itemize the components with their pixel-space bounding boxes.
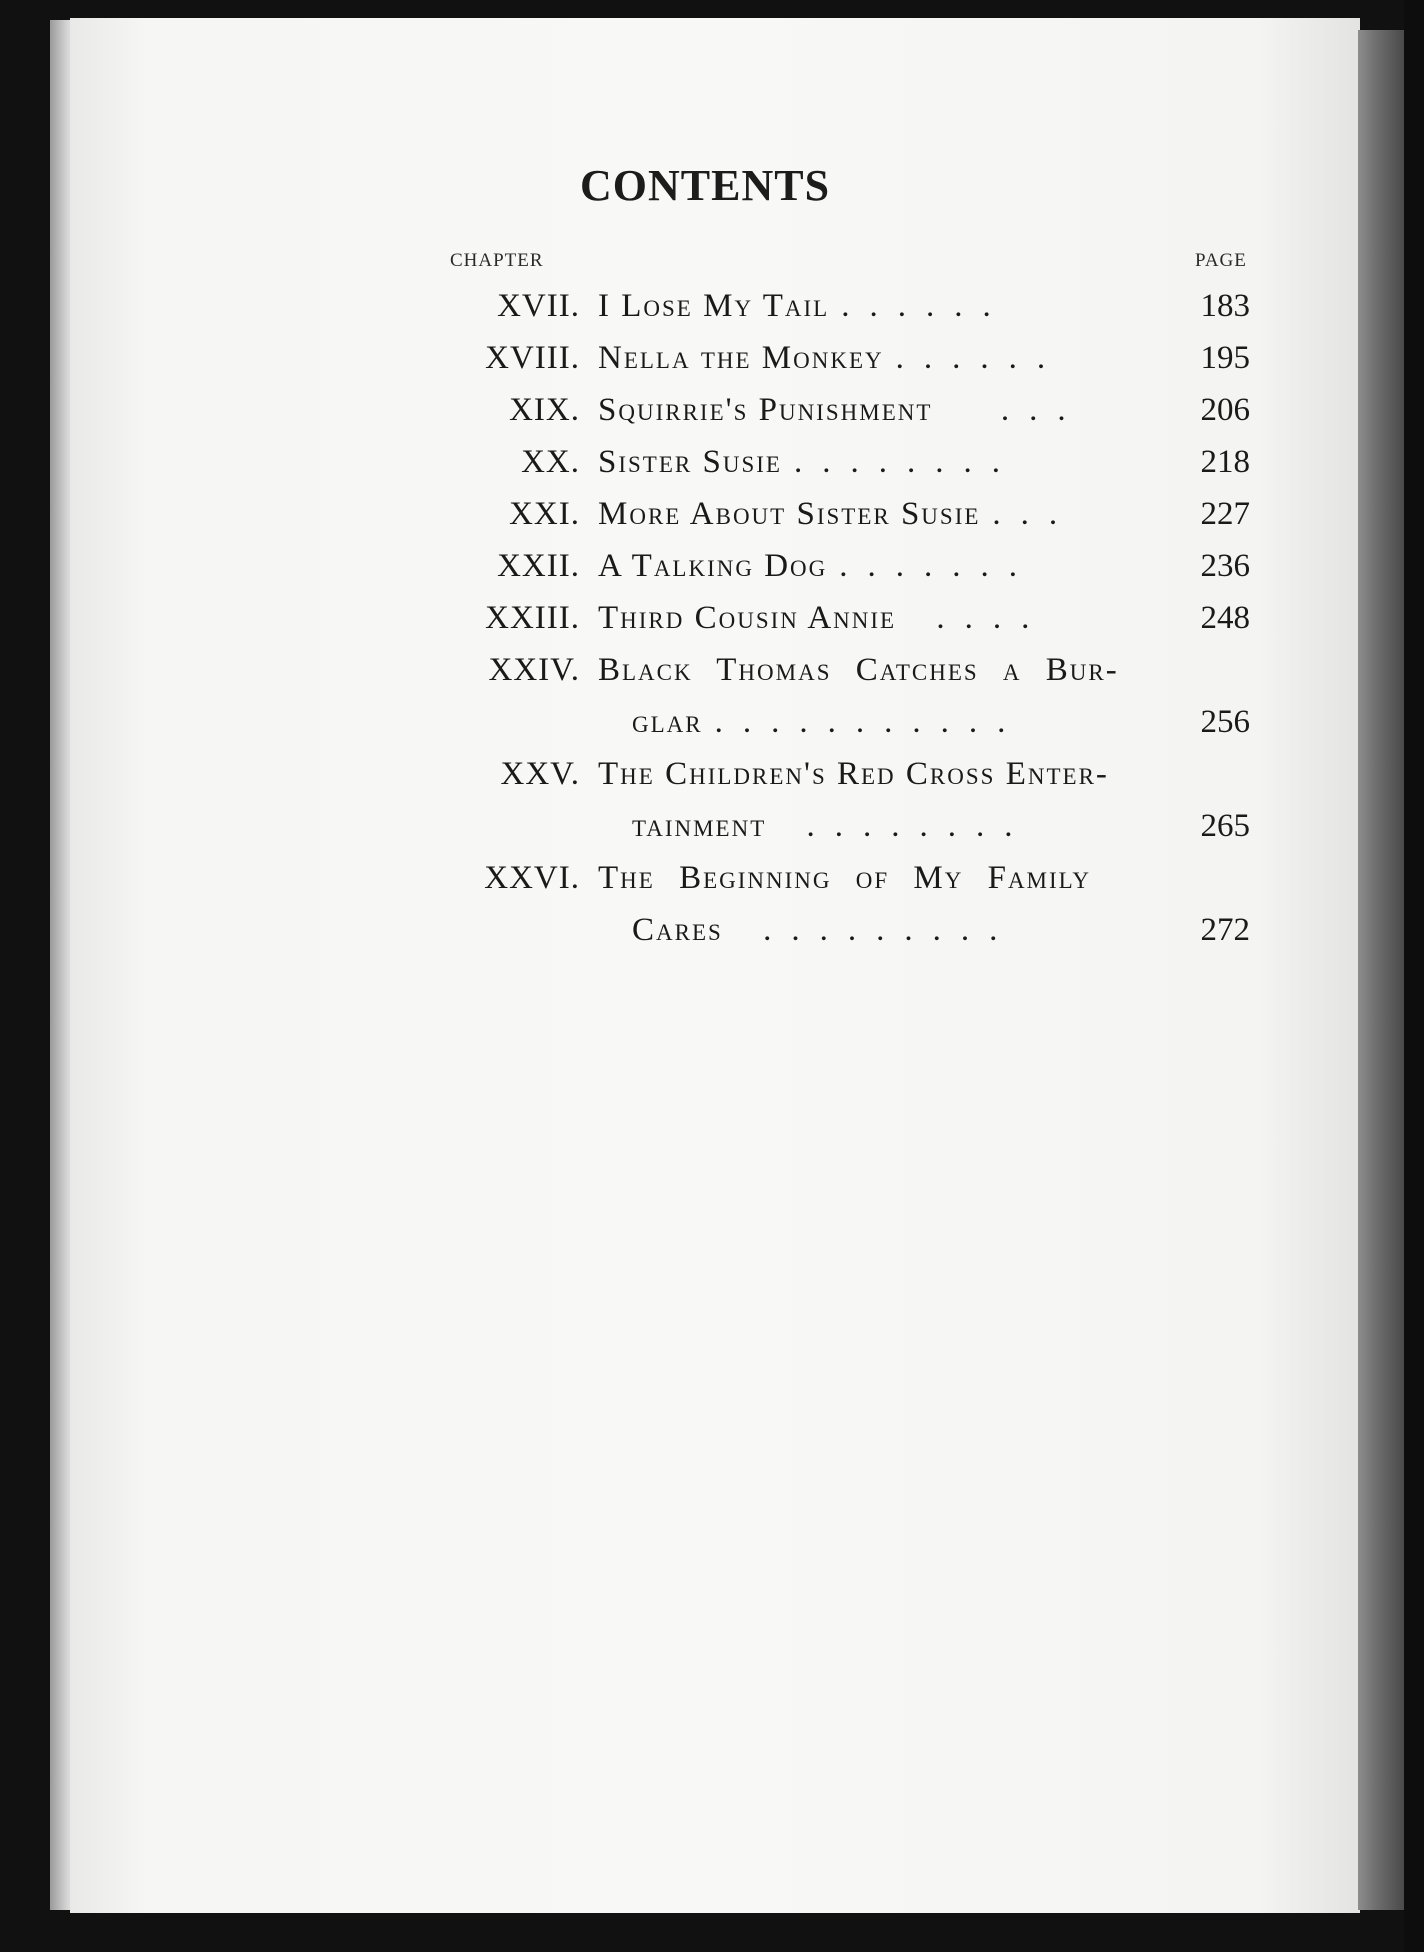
chapter-number: XX. (521, 444, 580, 480)
toc-entry (440, 280, 1270, 332)
page-number: 265 (1200, 808, 1250, 844)
toc-entry (440, 332, 1270, 384)
page-number: 206 (1200, 392, 1250, 428)
chapter-title: Nella the Monkey ...... (598, 340, 1066, 376)
table-of-contents (440, 280, 1270, 956)
chapter-number: XXV. (500, 756, 580, 792)
chapter-number: XXII. (497, 548, 580, 584)
page-number: 183 (1200, 288, 1250, 324)
toc-entry (440, 436, 1270, 488)
page-number: 272 (1200, 912, 1250, 948)
page-number: 256 (1200, 704, 1250, 740)
chapter-column-header: CHAPTER (450, 250, 544, 271)
toc-entry (440, 852, 1270, 904)
page-number: 227 (1200, 496, 1250, 532)
chapter-title: I Lose My Tail ...... (598, 288, 1011, 324)
page-title: CONTENTS (580, 161, 831, 210)
page-number: 195 (1200, 340, 1250, 376)
binding-shadow (1358, 30, 1404, 1910)
toc-entry (440, 488, 1270, 540)
toc-entry (440, 644, 1270, 696)
toc-entry (440, 540, 1270, 592)
chapter-title: A Talking Dog ....... (598, 548, 1038, 584)
chapter-number: XXVI. (484, 860, 580, 896)
chapter-title: The Children's Red Cross Enter- (598, 756, 1109, 792)
chapter-title: More About Sister Susie ... (598, 496, 1078, 532)
toc-entry (440, 384, 1270, 436)
chapter-title: Sister Susie ........ (598, 444, 1020, 480)
toc-entry-continuation (440, 904, 1270, 956)
chapter-title: Squirrie's Punishment ... (598, 392, 1086, 428)
chapter-title: Black Thomas Catches a Bur- (598, 652, 1119, 688)
page-number: 236 (1200, 548, 1250, 584)
chapter-number: XXIII. (485, 600, 580, 636)
chapter-title: Third Cousin Annie .... (598, 600, 1050, 636)
page-number: 218 (1200, 444, 1250, 480)
chapter-number: XXIV. (488, 652, 580, 688)
toc-entry-continuation (440, 696, 1270, 748)
chapter-title-continuation: tainment ........ (632, 808, 1033, 844)
toc-entry (440, 748, 1270, 800)
toc-entry-continuation (440, 800, 1270, 852)
chapter-number: XVIII. (485, 340, 580, 376)
page-number: 248 (1200, 600, 1250, 636)
right-border (1404, 0, 1424, 1952)
chapter-number: XIX. (509, 392, 580, 428)
page-column-header: PAGE (1195, 250, 1247, 271)
chapter-title-continuation: Cares ......... (632, 912, 1018, 948)
chapter-number: XXI. (509, 496, 580, 532)
toc-entry (440, 592, 1270, 644)
chapter-number: XVII. (497, 288, 580, 324)
chapter-title-continuation: glar ........... (632, 704, 1026, 740)
chapter-title: The Beginning of My Family (598, 860, 1092, 896)
